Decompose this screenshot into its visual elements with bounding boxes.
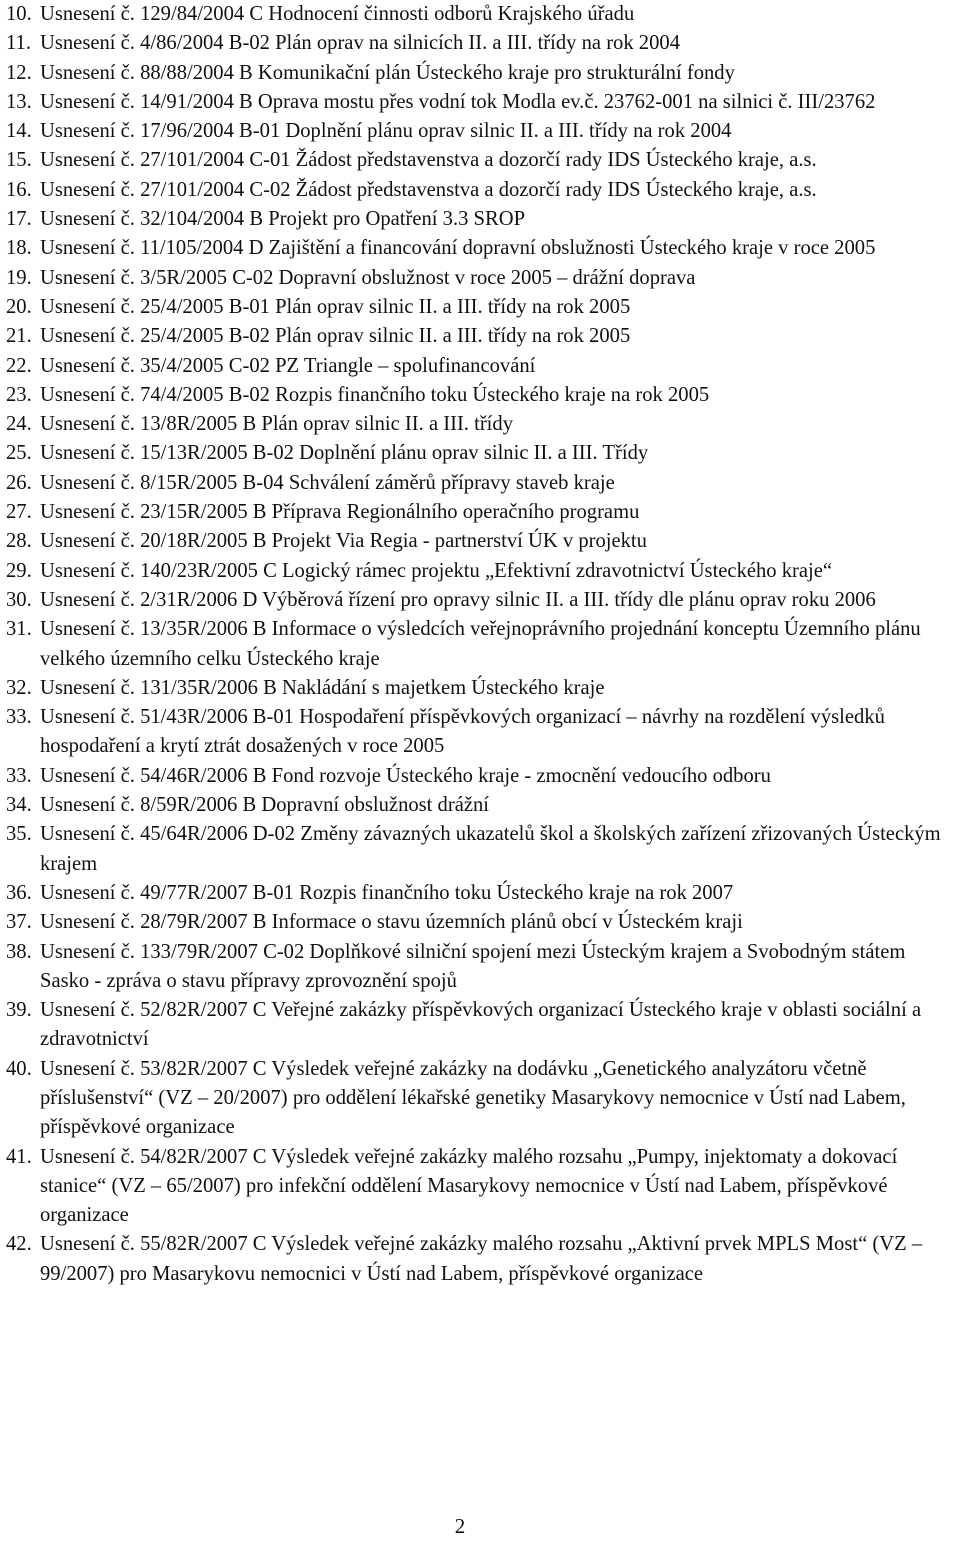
item-text: Usnesení č. 88/88/2004 B Komunikační plán Ústeckého kraje pro strukturální fondy (40, 61, 735, 84)
list-item (6, 996, 946, 1055)
list-item (6, 1055, 946, 1143)
list-item (6, 879, 946, 908)
item-number: 11. (6, 32, 31, 55)
list-item (6, 586, 946, 615)
item-number: 17. (6, 208, 32, 231)
list-item (6, 29, 946, 58)
list-item (6, 938, 946, 997)
list-item (6, 176, 946, 205)
list-item (6, 557, 946, 586)
item-number: 12. (6, 61, 32, 84)
item-number: 35. (6, 823, 32, 846)
item-text: Usnesení č. 13/8R/2005 B Plán oprav silnic II. a III. třídy (40, 413, 514, 436)
list-item (6, 820, 946, 879)
item-text: Usnesení č. 14/91/2004 B Oprava mostu přes vodní tok Modla ev.č. 23762-001 na silnici č. III/23762 (40, 90, 876, 113)
item-text: Usnesení č. 54/82R/2007 C Výsledek veřejné zakázky malého rozsahu „Pumpy, injektomaty a dokovací stanice“ (VZ – 65/2007) pro infekční oddělení Masarykovy nemocnice v Ústí nad Labem, příspěvkové organizace (40, 1145, 898, 1227)
item-text: Usnesení č. 35/4/2005 C-02 PZ Triangle – spolufinancování (40, 354, 536, 377)
item-number: 40. (6, 1057, 32, 1080)
item-number: 28. (6, 530, 32, 553)
list-item (6, 410, 946, 439)
list-item (6, 322, 946, 351)
list-item (6, 1230, 946, 1289)
list-item (6, 146, 946, 175)
item-number: 29. (6, 559, 32, 582)
item-number: 33. (6, 706, 32, 729)
item-text: Usnesení č. 23/15R/2005 B Příprava Regionálního operačního programu (40, 501, 640, 524)
item-text: Usnesení č. 45/64R/2006 D-02 Změny závazných ukazatelů škol a školských zařízení zřizovaných Ústeckým krajem (40, 823, 941, 875)
item-text: Usnesení č. 27/101/2004 C-01 Žádost představenstva a dozorčí rady IDS Ústeckého kraje, a.s. (40, 149, 817, 172)
item-number: 27. (6, 501, 32, 524)
item-number: 23. (6, 383, 32, 406)
item-number: 26. (6, 471, 32, 494)
list-item (6, 88, 946, 117)
item-text: Usnesení č. 133/79R/2007 C-02 Doplňkové silniční spojení mezi Ústeckým krajem a Svobodným státem Sasko - zpráva o stavu přípravy zprovoznění spojů (40, 940, 906, 992)
item-number: 16. (6, 178, 32, 201)
list-item (6, 908, 946, 937)
page-number: 2 (454, 1514, 466, 1538)
list-item (6, 527, 946, 556)
item-text: Usnesení č. 28/79R/2007 B Informace o stavu územních plánů obcí v Ústeckém kraji (40, 911, 743, 934)
item-number: 19. (6, 266, 32, 289)
list-item (6, 352, 946, 381)
item-number: 13. (6, 90, 32, 113)
item-number: 10. (6, 3, 32, 25)
item-text: Usnesení č. 4/86/2004 B-02 Plán oprav na silnicích II. a III. třídy na rok 2004 (40, 32, 680, 55)
item-text: Usnesení č. 27/101/2004 C-02 Žádost představenstva a dozorčí rady IDS Ústeckého kraje, a.s. (40, 178, 817, 201)
item-number: 41. (6, 1145, 32, 1168)
list-item (6, 439, 946, 468)
item-number: 34. (6, 794, 32, 817)
item-number: 37. (6, 911, 32, 934)
item-number: 25. (6, 442, 32, 465)
item-text: Usnesení č. 8/59R/2006 B Dopravní obslužnost drážní (40, 794, 490, 817)
item-number: 36. (6, 881, 32, 904)
item-text: Usnesení č. 20/18R/2005 B Projekt Via Regia - partnerství ÚK v projektu (40, 530, 647, 553)
item-text: Usnesení č. 3/5R/2005 C-02 Dopravní obslužnost v roce 2005 – drážní doprava (40, 266, 696, 289)
list-item (6, 762, 946, 791)
item-number: 18. (6, 237, 32, 260)
resolution-list (6, 0, 946, 1289)
item-number: 32. (6, 676, 32, 699)
item-text: Usnesení č. 11/105/2004 D Zajištění a financování dopravní obslužnosti Ústeckého kraje v roce 2005 (40, 237, 876, 260)
item-number: 39. (6, 999, 32, 1022)
item-text: Usnesení č. 15/13R/2005 B-02 Doplnění plánu oprav silnic II. a III. Třídy (40, 442, 649, 465)
list-item (6, 264, 946, 293)
item-text: Usnesení č. 131/35R/2006 B Nakládání s majetkem Ústeckého kraje (40, 676, 605, 699)
item-number: 38. (6, 940, 32, 963)
list-item (6, 615, 946, 674)
list-item (6, 1143, 946, 1231)
item-text: Usnesení č. 32/104/2004 B Projekt pro Opatření 3.3 SROP (40, 208, 526, 231)
item-text: Usnesení č. 2/31R/2006 D Výběrová řízení pro opravy silnic II. a III. třídy dle plánu oprav roku 2006 (40, 588, 876, 611)
item-text: Usnesení č. 25/4/2005 B-02 Plán oprav silnic II. a III. třídy na rok 2005 (40, 325, 631, 348)
item-text: Usnesení č. 49/77R/2007 B-01 Rozpis finančního toku Ústeckého kraje na rok 2007 (40, 881, 734, 904)
item-text: Usnesení č. 25/4/2005 B-01 Plán oprav silnic II. a III. třídy na rok 2005 (40, 295, 631, 318)
item-number: 21. (6, 325, 32, 348)
list-item (6, 469, 946, 498)
item-text: Usnesení č. 129/84/2004 C Hodnocení činnosti odborů Krajského úřadu (40, 3, 635, 25)
item-number: 14. (6, 120, 32, 143)
item-text: Usnesení č. 17/96/2004 B-01 Doplnění plánu oprav silnic II. a III. třídy na rok 2004 (40, 120, 732, 143)
item-number: 42. (6, 1233, 32, 1256)
item-text: Usnesení č. 140/23R/2005 C Logický rámec projektu „Efektivní zdravotnictví Ústeckého kraje“ (40, 559, 833, 582)
list-item (6, 674, 946, 703)
item-number: 33. (6, 764, 32, 787)
item-text: Usnesení č. 55/82R/2007 C Výsledek veřejné zakázky malého rozsahu „Aktivní prvek MPLS Most“ (VZ – 99/2007) pro Masarykovu nemocnici v Ústí nad Labem, příspěvkové organizace (40, 1233, 923, 1285)
list-item (6, 234, 946, 263)
list-item (6, 59, 946, 88)
item-number: 22. (6, 354, 32, 377)
list-item (6, 205, 946, 234)
item-number: 31. (6, 618, 32, 641)
list-item (6, 791, 946, 820)
item-number: 20. (6, 295, 32, 318)
item-text: Usnesení č. 13/35R/2006 B Informace o výsledcích veřejnoprávního projednání konceptu Územního plánu velkého územního celku Ústeckého kraje (40, 618, 921, 670)
list-item (6, 0, 946, 29)
item-text: Usnesení č. 52/82R/2007 C Veřejné zakázky příspěvkových organizací Ústeckého kraje v oblasti sociální a zdravotnictví (40, 999, 922, 1051)
list-item (6, 498, 946, 527)
item-text: Usnesení č. 54/46R/2006 B Fond rozvoje Ústeckého kraje - zmocnění vedoucího odboru (40, 764, 771, 787)
list-item (6, 293, 946, 322)
item-number: 24. (6, 413, 32, 436)
list-item (6, 703, 946, 762)
item-number: 30. (6, 588, 32, 611)
list-item (6, 117, 946, 146)
item-text: Usnesení č. 8/15R/2005 B-04 Schválení záměrů přípravy staveb kraje (40, 471, 615, 494)
item-text: Usnesení č. 74/4/2005 B-02 Rozpis finančního toku Ústeckého kraje na rok 2005 (40, 383, 710, 406)
item-text: Usnesení č. 51/43R/2006 B-01 Hospodaření příspěvkových organizací – návrhy na rozdělení výsledků hospodaření a krytí ztrát dosažených v roce 2005 (40, 706, 885, 758)
item-number: 15. (6, 149, 32, 172)
list-item (6, 381, 946, 410)
item-text: Usnesení č. 53/82R/2007 C Výsledek veřejné zakázky na dodávku „Genetického analyzátoru včetně příslušenství“ (VZ – 20/2007) pro oddělení lékařské genetiky Masarykovy nemocnice v Ústí nad Labem, příspěvkové organizace (40, 1057, 906, 1139)
